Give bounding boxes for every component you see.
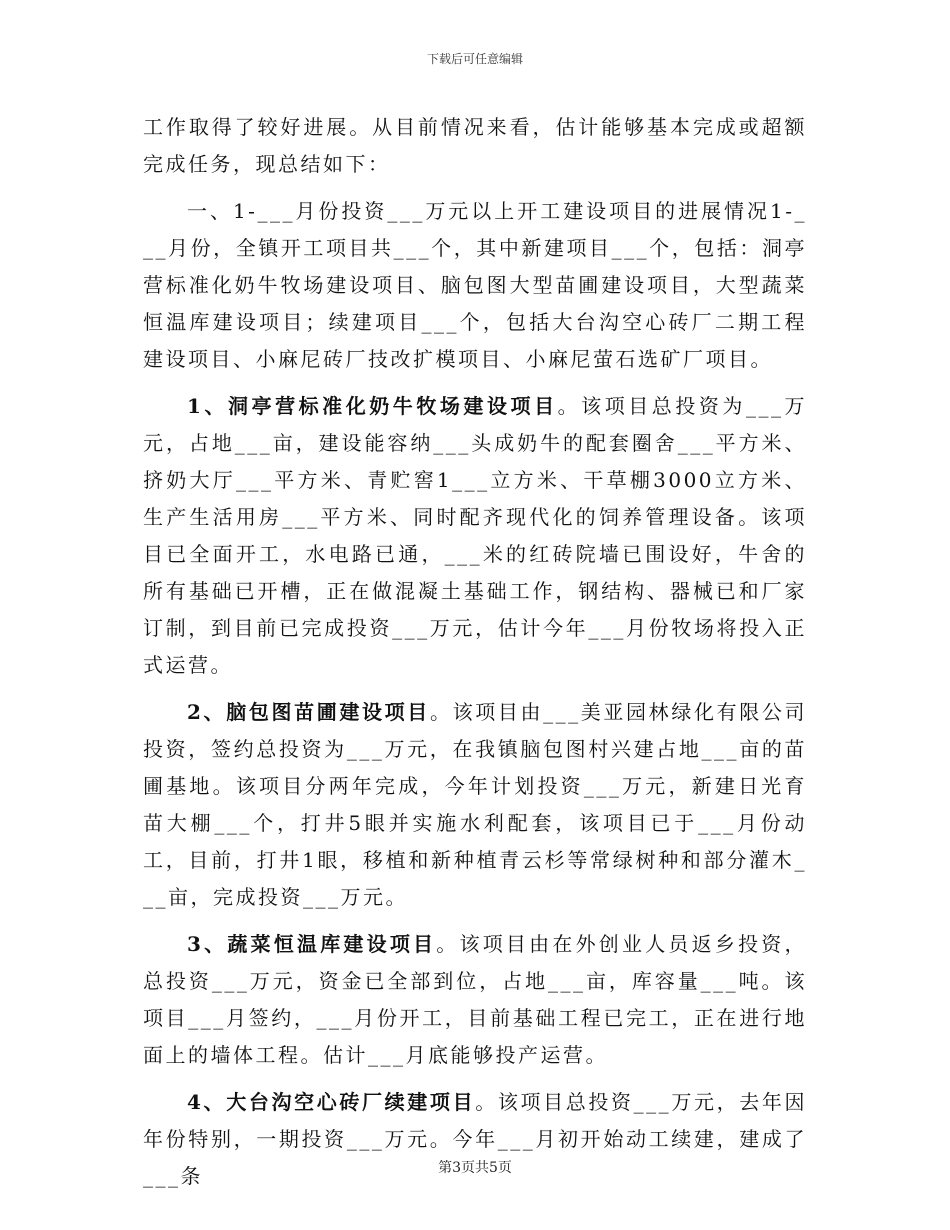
paragraph-section-one (143, 193, 807, 378)
project-heading: 1、洞亭营标准化奶牛牧场建设项目 (187, 394, 558, 418)
page-header: 下载后可任意编辑 (426, 52, 523, 66)
paragraph-text: 工作取得了较好进展。从目前情况来看，估计能够基本完成或超额完成任务，现总结如下： (143, 115, 807, 176)
paragraph-text: 。该项目总投资___万元，去年因年份特别，一期投资___万元。今年___月初开始动工续建，建成了___条 (143, 1090, 808, 1188)
paragraph-project-2 (143, 694, 807, 916)
page-footer: 第3页共5页 (438, 1160, 512, 1176)
paragraph-project-4 (143, 1084, 807, 1195)
paragraph-text: 一、1-___月份投资___万元以上开工建设项目的进展情况1-___月份，全镇开工项目共___个，其中新建项目___个，包括：洞亭营标准化奶牛牧场建设项目、脑包图大型苗圃建设项目，大型蔬菜恒温库建设项目；续建项目___个，包括大台沟空心砖厂二期工程建设项目、小麻尼砖厂技改扩模项目、小麻尼萤石选矿厂项目。 (143, 199, 807, 371)
paragraph-continuation (143, 109, 807, 183)
project-heading: 3、蔬菜恒温库建设项目 (187, 932, 437, 956)
project-heading: 4、大台沟空心砖厂续建项目 (187, 1090, 476, 1114)
paragraph-project-1 (143, 388, 807, 684)
project-heading: 2、脑包图苗圃建设项目 (187, 700, 430, 724)
paragraph-project-3 (143, 926, 807, 1074)
paragraph-text: 。该项目总投资为___万元，占地___亩，建设能容纳___头成奶牛的配套圈舍___平方米、挤奶大厅___平方米、青贮窖1___立方米、干草棚3000立方米、生产生活用房___平方米、同时配齐现代化的饲养管理设备。该项目已全面开工，水电路已通，___米的红砖院墙已围设好，牛舍的所有基础已开槽，正在做混凝土基础工作，钢结构、器械已和厂家订制，到目前已完成投资___万元，估计今年___月份牧场将投入正式运营。 (143, 394, 807, 677)
paragraph-text: 。该项目由___美亚园林绿化有限公司投资，签约总投资为___万元，在我镇脑包图村兴建占地___亩的苗圃基地。该项目分两年完成，今年计划投资___万元，新建日光育苗大棚___个，打井5眼并实施水利配套，该项目已于___月份动工，目前，打井1眼，移植和新种植青云杉等常绿树种和部分灌木___亩，完成投资___万元。 (143, 700, 808, 909)
document-body (143, 109, 807, 1205)
paragraph-text: 。该项目由在外创业人员返乡投资，总投资___万元，资金已全部到位，占地___亩，库容量___吨。该项目___月签约，___月份开工，目前基础工程已完工，正在进行地面上的墙体工程。估计___月底能够投产运营。 (143, 932, 807, 1067)
